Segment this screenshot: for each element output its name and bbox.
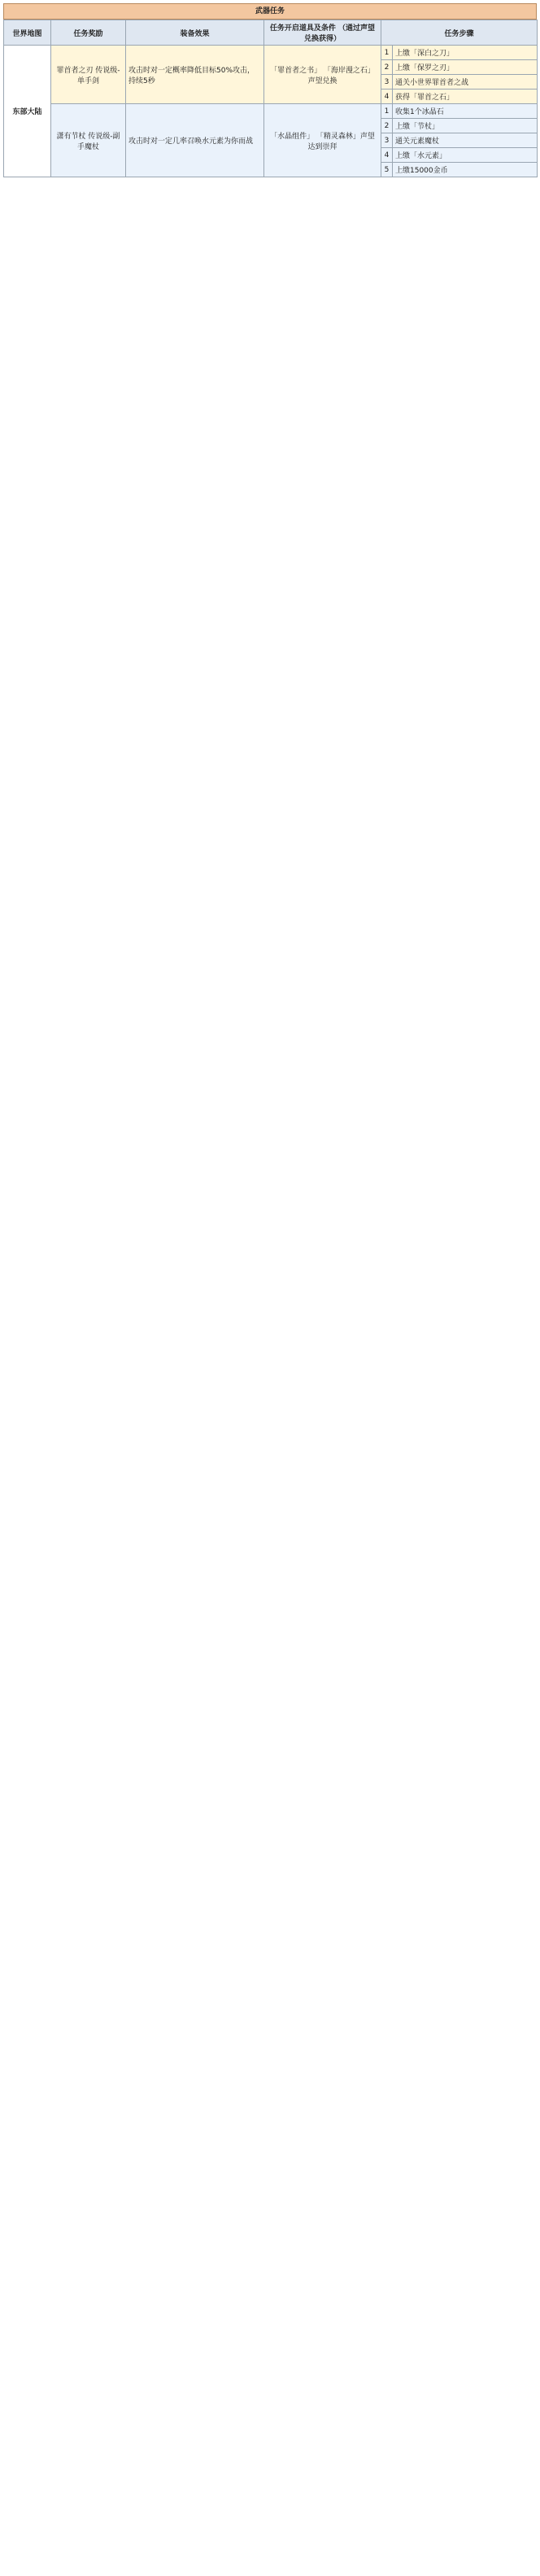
step-cell: 上缴「保罗之刃」	[393, 60, 538, 75]
step-cell: 上缴「节杖」	[393, 119, 538, 133]
reward-cell: 潇有节杖 传说级-副手魔杖	[51, 104, 126, 177]
header-steps: 任务步骤	[381, 20, 538, 46]
table-row: 4 获得「罪首之石」	[4, 90, 538, 104]
effect-cell: 攻击时对一定几率召唤水元素为你而战	[126, 104, 264, 177]
step-cell: 收集1个冰晶石	[393, 104, 538, 119]
step-cell: 获得「罪首之石」	[393, 90, 538, 104]
step-cell: 通关小世界罪首者之战	[393, 75, 538, 90]
table-row: 2 上缴「保罗之刃」	[4, 60, 538, 75]
header-effect: 装备效果	[126, 20, 264, 46]
step-cell: 上缴「水元素」	[393, 148, 538, 163]
table-row: 东部大陆 罪首者之刃 传说级-单手剑 攻击时对一定概率降低目标50%攻击，持续5秒 「罪首者之书」 「海岸漫之石」声望兑换 1 上缴「深白之刀」	[4, 46, 538, 60]
table-row: 潇有节杖 传说级-副手魔杖 攻击时对一定几率召唤水元素为你而战 「水晶组件」 「精灵森林」声望达到崇拜 1 收集1个冰晶石	[4, 104, 538, 119]
effect-cell: 攻击时对一定概率降低目标50%攻击，持续5秒	[126, 46, 264, 104]
header-world: 世界地图	[4, 20, 51, 46]
table-row: 2 上缴「节杖」	[4, 119, 538, 133]
weapon-task-sheet	[3, 3, 537, 177]
sheet-title: 武器任务	[3, 3, 537, 20]
condition-cell: 「水晶组件」 「精灵森林」声望达到崇拜	[264, 104, 381, 177]
step-cell: 上缴「深白之刀」	[393, 46, 538, 60]
reward-cell: 罪首者之刃 传说级-单手剑	[51, 46, 126, 104]
condition-cell: 「罪首者之书」 「海岸漫之石」声望兑换	[264, 46, 381, 104]
table-row: 4 上缴「水元素」	[4, 148, 538, 163]
step-cell: 通关元素魔杖	[393, 133, 538, 148]
weapon-task-table	[3, 20, 538, 177]
header-row	[4, 20, 538, 46]
header-condition: 任务开启道具及条件 （通过声望兑换获得）	[264, 20, 381, 46]
step-cell: 上缴15000金币	[393, 163, 538, 177]
world-east: 东部大陆	[4, 46, 51, 177]
table-row: 3 通关小世界罪首者之战	[4, 75, 538, 90]
table-row: 5 上缴15000金币	[4, 163, 538, 177]
table-row: 3 通关元素魔杖	[4, 133, 538, 148]
header-reward: 任务奖励	[51, 20, 126, 46]
